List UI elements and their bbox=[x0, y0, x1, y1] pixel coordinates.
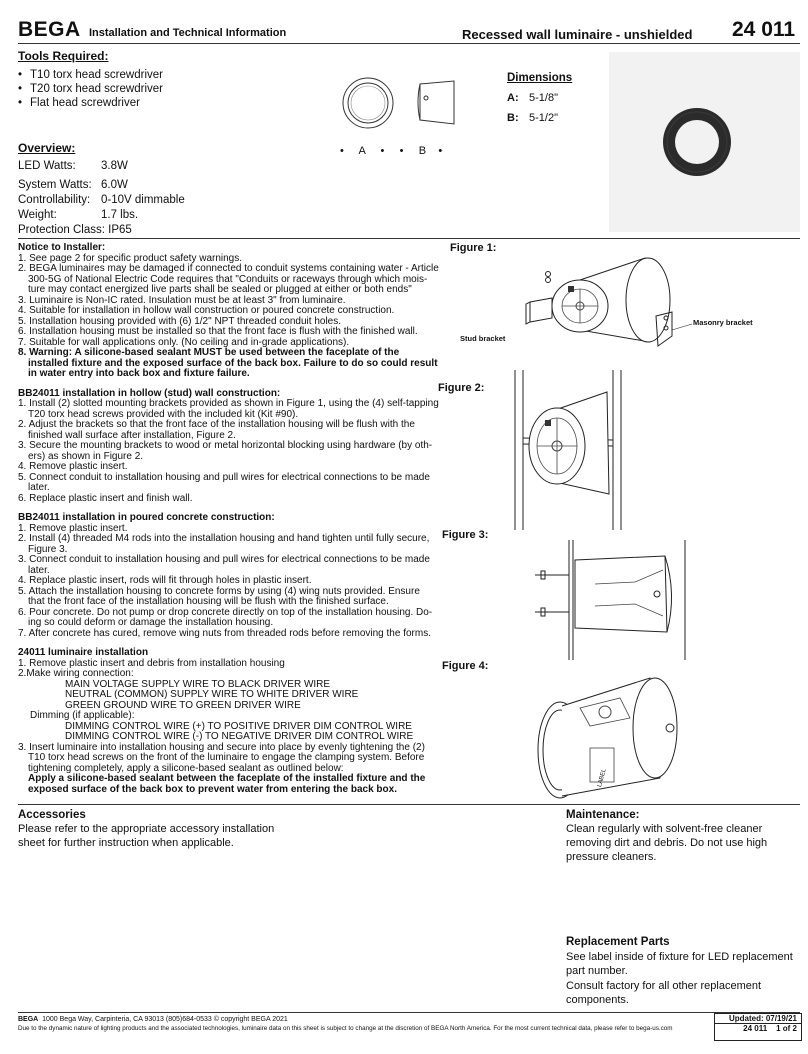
document-subtitle: Installation and Technical Information bbox=[89, 27, 287, 39]
accessories-text: Please refer to the appropriate accessory installation sheet for further instruction when applicable. bbox=[18, 823, 275, 849]
spec-weight: Weight: 1.7 lbs. bbox=[18, 209, 139, 221]
figure-1-drawing bbox=[460, 250, 800, 360]
label-sticker-text: LABEL bbox=[597, 768, 608, 788]
figure-4-drawing bbox=[520, 668, 700, 808]
replacement-heading: Replacement Parts bbox=[566, 936, 670, 948]
dimension-a: A: 5-1/8" bbox=[507, 92, 558, 104]
figure-3-label: Figure 3: bbox=[442, 529, 489, 541]
masonry-bracket-label: Masonry bracket bbox=[693, 318, 753, 327]
dimension-b: B: 5-1/2" bbox=[507, 112, 558, 124]
concrete-heading: BB24011 installation in poured concrete construction: bbox=[18, 512, 275, 523]
brand-logo: BEGA bbox=[18, 18, 81, 41]
spec-protection-class: Protection Class: IP65 bbox=[18, 224, 132, 236]
dimension-labels: • A • • B • bbox=[340, 145, 443, 157]
tool-item: • T20 torx head screwdriver bbox=[18, 82, 163, 96]
footer-page: 24 011 1 of 2 bbox=[715, 1023, 801, 1033]
footer-updated: Updated: 07/19/21 bbox=[728, 1014, 797, 1023]
footer-rule bbox=[18, 1012, 800, 1013]
footer-address: BEGA 1000 Bega Way, Carpinteria, CA 93013 (805)684-0533 © copyright BEGA 2021 bbox=[18, 1016, 288, 1023]
installation-notes: Notice to Installer: 1. See page 2 for specific product safety warnings. 2. BEGA luminaires may be damaged if connected to conduit systems containing water - Article 300-5G of National Electric Code requires that "Conduits or raceways through which mois- ture may contact energized live parts shall be sealed or plugged at either or both ends" 3. Luminaire is Non-IC rated. Insulation must be at least 3" from luminaire. 4. Suitable for installation in hollow wall construction or poured concrete construction. 5. Installation housing provided with (6) 1/2" NPT threaded conduit holes. 6. Installation housing must be installed so that the front face is flush with the finished wall. 7. Suitable for wall applications only. (No ceiling and in-grade applications). 8. Warning: A silicone-based sealant MUST be used between the faceplate of the installed fixture and the exposed surface of the back box. Failure to do so could result in water entry into back box and fixture failure. BB24011 installation in hollow (stud) wall construction: 1. Install (2) slotted mounting brackets provided as shown in Figure 1, using the (4) self-tapping T20 torx head screws provided with the included kit (Kit #90). 2. Adjust the brackets so that the front face of the installation housing will be flush with the finished wall surface after installation, Figure 2. 3. Secure the mounting brackets to wood or metal horizontal blocking using hardware (by oth- ers) as shown in Figure 2. 4. Remove plastic insert. 5. Connect conduit to installation housing and pull wires for electrical connections to be made later. 6. Replace plastic insert and finish wall. BB24011 installation in poured concrete construction: 1. Remove plastic insert. 2. Install (4) threaded M4 rods into the installation housing and hand tighten until fully secure, Figure 3. 3. Connect conduit to installation housing and pull wires for electrical connections to be made later. 4. Replace plastic insert, rods will fit through holes in plastic insert. 5. Attach the installation housing to concrete forms by using (4) wing nuts provided. Ensure that the front face of the installation housing will be flush with the finished surface. 6. Pour concrete. Do not pump or drop concrete directly on top of the installation housing. Do- ing so could deform or damage the installation housing. 7. After concrete has cured, remove wing nuts from threaded rods before removing the forms. 24011 luminaire installation 1. Remove plastic insert and debris from installation housing 2.Make wiring connection: MAIN VOLTAGE SUPPLY WIRE TO BLACK DRIVER WIRE NEUTRAL (COMMON) SUPPLY WIRE TO WHITE DRIVER WIRE GREEN GROUND WIRE TO GREEN DRIVER WIRE Dimming (if applicable): DIMMING CONTROL WIRE (+) TO POSITIVE DRIVER DIM CONTROL WIRE DIMMING CONTROL WIRE (-) TO NEGATIVE DRIVER DIM CONTROL WIRE 3. Insert luminaire into installation housing and secure into place by evenly tightening the (2) T10 torx head screws on the front of the luminaire to engage the clamping system. Before tightening completely, apply a silicone-based sealant as outlined below: Apply a silicone-based sealant between the faceplate of the installed fixture and the exposed surface of the back box to prevent water from entering the back box. bbox=[18, 243, 496, 795]
notice-heading: Notice to Installer: bbox=[18, 242, 106, 253]
product-photo bbox=[609, 52, 800, 232]
tools-heading: Tools Required: bbox=[18, 49, 109, 63]
footer-disclaimer: Due to the dynamic nature of lighting products and the associated technologies, luminaire data on this sheet is subject to change at the discretion of BEGA North America. For the most current technical data, please refer to bega-us.com bbox=[18, 1025, 673, 1032]
figure-2-drawing bbox=[495, 370, 655, 530]
spec-system-watts: System Watts: 6.0W bbox=[18, 179, 128, 191]
overview-heading: Overview: bbox=[18, 141, 76, 155]
luminaire-installation-heading: 24011 luminaire installation bbox=[18, 647, 149, 658]
tool-item: • T10 torx head screwdriver bbox=[18, 68, 163, 82]
figure-4-label: Figure 4: bbox=[442, 660, 489, 672]
header-rule bbox=[18, 43, 800, 44]
spec-led-watts: LED Watts: 3.8W bbox=[18, 160, 128, 172]
stud-bracket-label: Stud bracket bbox=[460, 334, 506, 343]
section-rule bbox=[18, 238, 800, 239]
product-title: Recessed wall luminaire - unshielded bbox=[462, 27, 693, 42]
figure-1-label: Figure 1: bbox=[450, 242, 497, 254]
spec-controllability: Controllability: 0-10V dimmable bbox=[18, 194, 185, 206]
tool-item: • Flat head screwdriver bbox=[18, 96, 163, 110]
figure-3-drawing bbox=[535, 540, 715, 660]
maintenance-heading: Maintenance: bbox=[566, 809, 640, 821]
maintenance-text: Clean regularly with solvent-free cleaner removing dirt and debris. Do not use high pressure cleaners. bbox=[566, 823, 768, 863]
footer-section-rule bbox=[18, 804, 800, 805]
footer-revision-box bbox=[714, 1013, 802, 1041]
replacement-text-2: Consult factory for all other replacement components. bbox=[566, 980, 762, 1006]
product-number: 24 011 bbox=[732, 18, 796, 41]
dimension-drawing bbox=[340, 76, 480, 142]
hollow-wall-heading: BB24011 installation in hollow (stud) wall construction: bbox=[18, 387, 281, 399]
luminaire-ring-image bbox=[609, 52, 800, 232]
replacement-text-1: See label inside of fixture for LED replacement part number. bbox=[566, 951, 793, 977]
tools-list bbox=[18, 68, 163, 110]
accessories-heading: Accessories bbox=[18, 809, 86, 821]
dimensions-heading: Dimensions bbox=[507, 72, 573, 84]
figure-2-label: Figure 2: bbox=[438, 382, 485, 394]
